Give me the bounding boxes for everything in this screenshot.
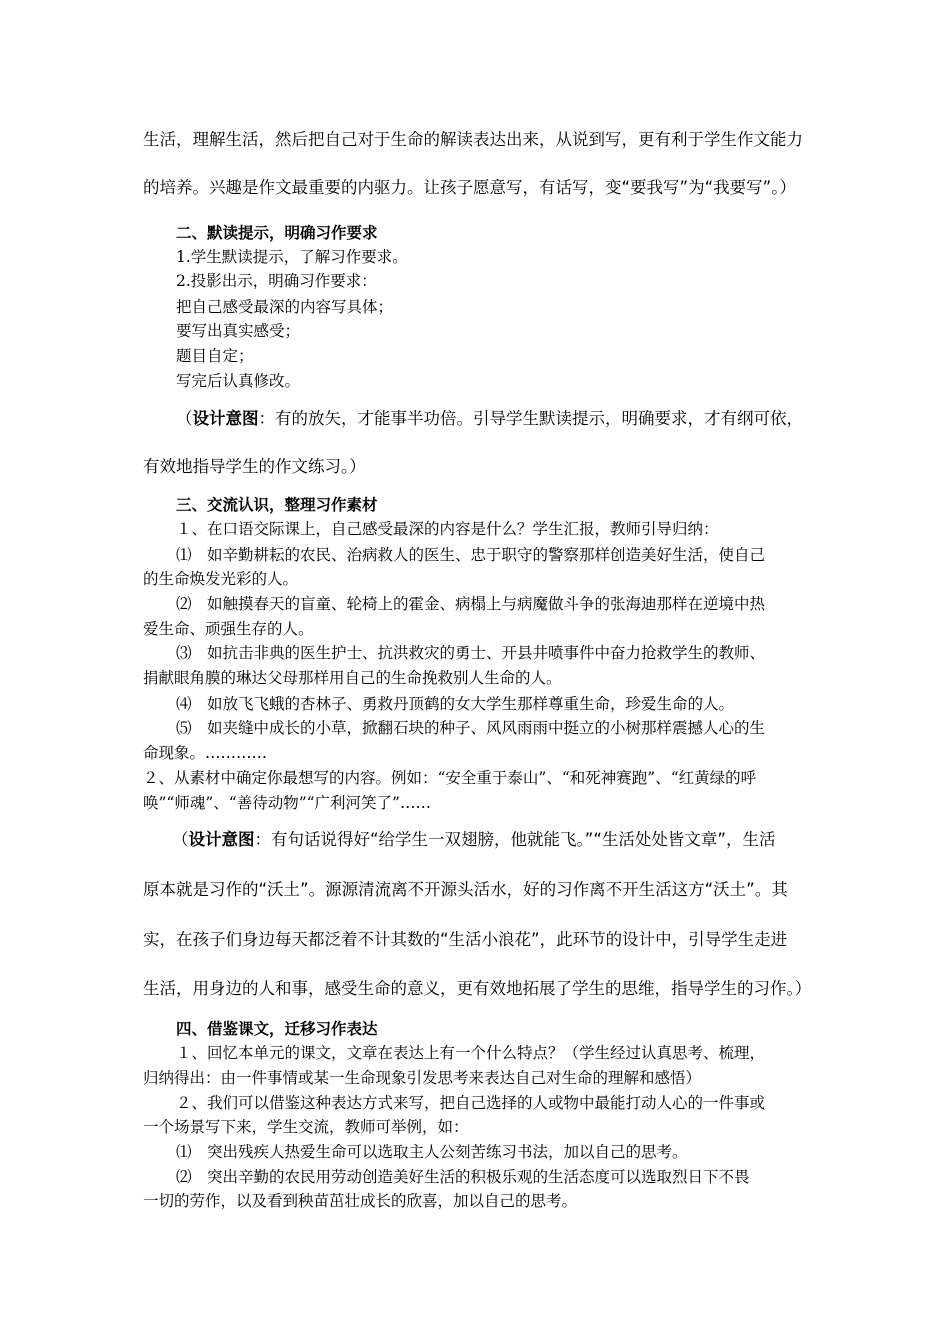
intent-text: ：有句话说得好“给学生一双翅膀，他就能飞。”“生活处处皆文章”，生活: [254, 830, 776, 849]
section-3-design-intent: [172, 826, 775, 850]
section-4-line: 一个场景写下来，学生交流，教师可举例，如：: [143, 1118, 469, 1136]
section-2-heading: 二、默读提示，明确习作要求: [176, 223, 378, 242]
intent-continuation-line-2: 的培养。兴趣是作文最重要的内驱力。让孩子愿意写，有话写，变“要我写”为“我要写”。）: [143, 178, 796, 197]
section-3-heading: 三、交流认识，整理习作素材: [176, 495, 378, 514]
section-3-line: 捐献眼角膜的琳达父母那样用自己的生命挽救别人生命的人。: [143, 669, 562, 687]
section-3-line: １、在口语交际课上，自己感受最深的内容是什么？学生汇报，教师引导归纳：: [176, 520, 719, 538]
section-3-line: ⑵ 如触摸春天的盲童、轮椅上的霍金、病榻上与病魔做斗争的张海迪那样在逆境中热: [176, 595, 766, 613]
intent-open-paren: （: [176, 409, 193, 428]
section-4-line: ⑵ 突出辛勤的农民用劳动创造美好生活的积极乐观的生活态度可以选取烈日下不畏: [176, 1168, 750, 1186]
section-2-design-intent-line-2: 有效地指导学生的作文练习。）: [143, 457, 366, 476]
section-2-design-intent: [176, 405, 803, 429]
section-4-line: 归纳得出：由一件事情或某一生命现象引发思考来表达自己对生命的理解和感悟）: [143, 1069, 702, 1087]
section-3-design-intent-line: 生活，用身边的人和事，感受生命的意义，更有效地拓展了学生的思维，指导学生的习作。）: [143, 979, 812, 998]
section-2-line: 要写出真实感受；: [176, 322, 301, 340]
section-2-line: 把自己感受最深的内容写具体；: [176, 298, 394, 316]
section-3-design-intent-line: 原本就是习作的“沃土”。源源清流离不开源头活水，好的习作离不开生活这方“沃土”。其: [143, 880, 788, 899]
section-3-design-intent-line: 实，在孩子们身边每天都泛着不计其数的“生活小浪花”，此环节的设计中，引导学生走进: [143, 930, 788, 949]
design-intent-label: 设计意图: [192, 409, 259, 428]
section-3-line: 爱生命、顽强生存的人。: [143, 620, 314, 638]
section-3-line: ⑷ 如放飞飞蛾的杏林子、勇救丹顶鹤的女大学生那样尊重生命，珍爱生命的人。: [176, 695, 735, 713]
section-2-line: 1.学生默读提示，了解习作要求。: [176, 248, 408, 266]
section-4-line: ⑴ 突出残疾人热爱生命可以选取主人公刻苦练习书法，加以自己的思考。: [176, 1143, 688, 1161]
section-3-line: ２、从素材中确定你最想写的内容。例如：“安全重于泰山”、“和死神赛跑”、“红黄绿的呼: [143, 769, 757, 787]
section-3-line: ⑸ 如夹缝中成长的小草，掀翻石块的种子、风风雨雨中挺立的小树那样震撼人心的生: [176, 719, 766, 737]
section-3-line: ⑴ 如辛勤耕耘的农民、治病救人的医生、忠于职守的警察那样创造美好生活，使自己: [176, 546, 766, 564]
section-4-line: １、回忆本单元的课文，文章在表达上有一个什么特点？（学生经过认真思考、梳理，: [176, 1044, 766, 1062]
section-3-line: ⑶ 如抗击非典的医生护士、抗洪救灾的勇士、开县井喷事件中奋力抢救学生的教师、: [176, 644, 766, 662]
section-4-line: ２、我们可以借鉴这种表达方式来写，把自己选择的人或物中最能打动人心的一件事或: [176, 1094, 766, 1112]
section-3-line: 唤”“师魂”、“善待动物”“广利河笑了”……: [143, 794, 431, 812]
section-2-line: 写完后认真修改。: [176, 372, 301, 390]
intent-continuation-line-1: 生活，理解生活，然后把自己对于生命的解读表达出来，从说到写，更有利于学生作文能力: [143, 130, 803, 149]
intent-open-paren: （: [172, 830, 189, 849]
section-3-line: 的生命焕发光彩的人。: [143, 570, 299, 588]
section-4-line: 一切的劳作，以及看到秧苗茁壮成长的欣喜，加以自己的思考。: [143, 1192, 578, 1210]
section-2-line: 题目自定；: [176, 347, 254, 365]
section-4-heading: 四、借鉴课文，迁移习作表达: [176, 1019, 378, 1038]
design-intent-label: 设计意图: [188, 830, 255, 849]
section-3-line: 命现象。…………: [143, 744, 268, 762]
section-2-line: 2.投影出示，明确习作要求：: [176, 272, 377, 290]
intent-text: ：有的放矢，才能事半功倍。引导学生默读提示，明确要求，才有纲可依，: [258, 409, 803, 428]
